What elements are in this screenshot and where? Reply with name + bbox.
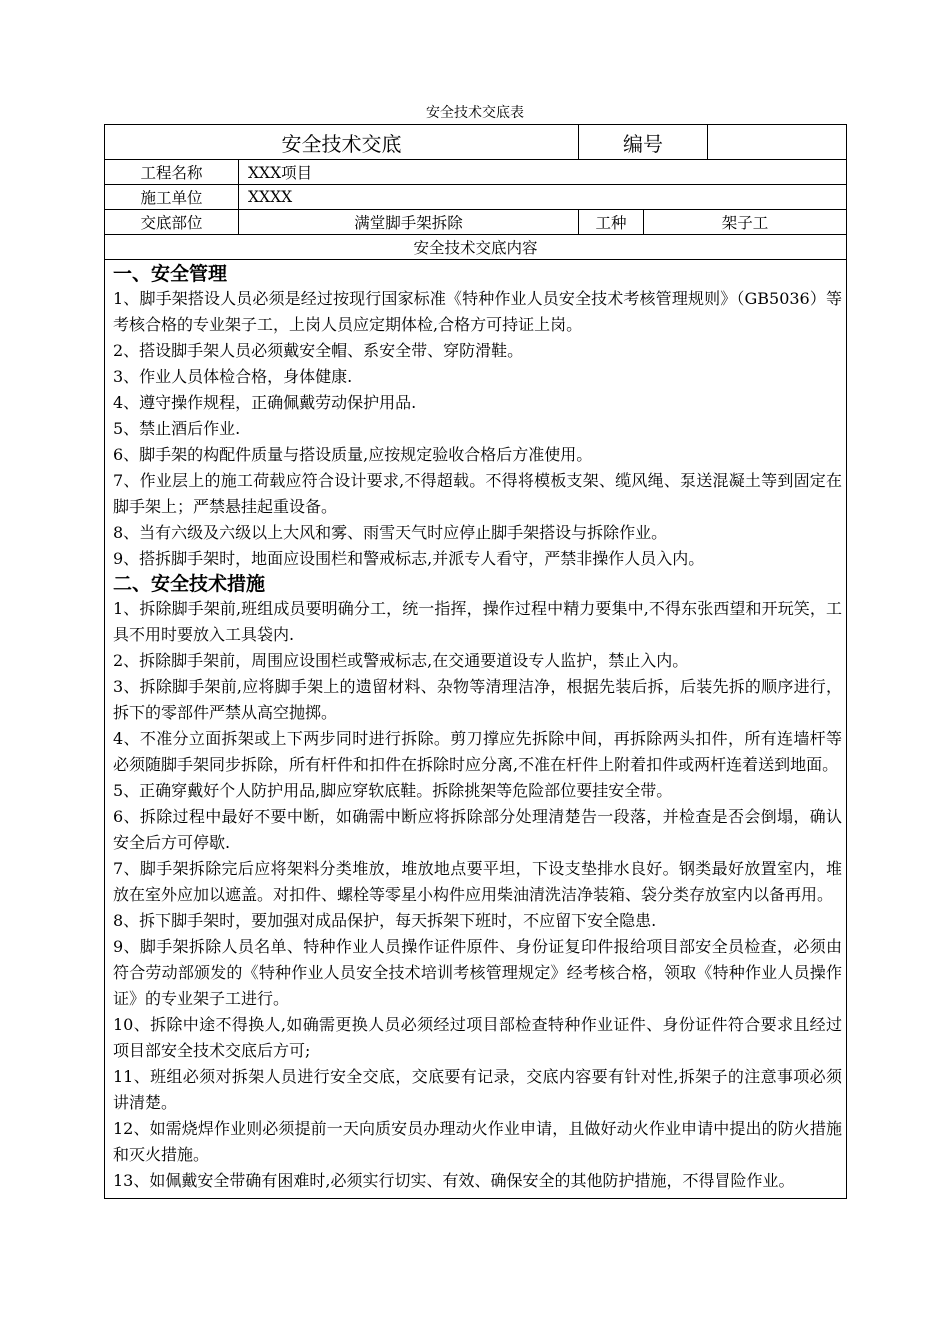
list-item: 13、如佩戴安全带确有困难时,必须实行切实、有效、确保安全的其他防护措施，不得冒险作业。 [113, 1171, 795, 1190]
list-item: 6、拆除过程中最好不要中断，如确需中断应将拆除部分处理清楚告一段落，并检查是否会倒塌，确认安全后方可停歇. [113, 807, 843, 852]
list-item: 7、作业层上的施工荷载应符合设计要求,不得超载。不得将模板支架、缆风绳、泵送混凝土等到固定在脚手架上；严禁悬挂起重设备。 [113, 471, 843, 516]
briefing-content [105, 260, 847, 1199]
list-item: 7、脚手架拆除完后应将架料分类堆放，堆放地点要平坦，下设支垫排水良好。钢类最好放置室内，堆放在室外应加以遮盖。对扣件、螺栓等零星小构件应用柴油清洗洁净装箱、袋分类存放室内以备再用。 [113, 859, 843, 904]
number-value [708, 125, 847, 160]
content-header-row [105, 235, 847, 260]
list-item: 5、正确穿戴好个人防护用品,脚应穿软底鞋。拆除挑架等危险部位要挂安全带。 [113, 781, 673, 800]
list-item: 4、不准分立面拆架或上下两步同时进行拆除。剪刀撑应先拆除中间，再拆除两头扣件，所有连墙杆等必须随脚手架同步拆除，所有杆件和扣件在拆除时应分离,不准在杆件上附着扣件或两杆连着送到地面。 [113, 729, 843, 774]
list-item: 1、脚手架搭设人员必须是经过按现行国家标准《特种作业人员安全技术考核管理规则》（GB5036）等考核合格的专业架子工，上岗人员应定期体检,合格方可持证上岗。 [113, 289, 843, 334]
section-heading: 二、安全技术措施 [113, 573, 266, 595]
title-row [105, 125, 847, 160]
list-item: 1、拆除脚手架前,班组成员要明确分工，统一指挥，操作过程中精力要集中,不得东张西望和开玩笑，工具不用时要放入工具袋内. [113, 599, 843, 644]
construction-unit-value: XXXX [239, 185, 847, 210]
document-title: 安全技术交底表 [426, 105, 524, 121]
list-item: 3、作业人员体检合格，身体健康. [113, 367, 353, 386]
number-label: 编号 [579, 125, 708, 160]
form-title: 安全技术交底 [105, 125, 579, 160]
list-item: 6、脚手架的构配件质量与搭设质量,应按规定验收合格后方准使用。 [113, 445, 593, 464]
list-item: 9、搭拆脚手架时，地面应设围栏和警戒标志,并派专人看守，严禁非操作人员入内。 [113, 549, 705, 568]
trade-label: 工种 [579, 210, 644, 235]
construction-unit-label: 施工单位 [105, 185, 239, 210]
project-name-row [105, 160, 847, 185]
list-item: 2、搭设脚手架人员必须戴安全帽、系安全带、穿防滑鞋。 [113, 341, 524, 360]
list-item: 12、如需烧焊作业则必须提前一天向质安员办理动火作业申请，且做好动火作业申请中提出的防火措施和灭火措施。 [113, 1119, 843, 1164]
content-header: 安全技术交底内容 [105, 235, 847, 260]
project-name-value: XXX项目 [239, 160, 847, 185]
list-item: 11、班组必须对拆架人员进行安全交底，交底要有记录，交底内容要有针对性,拆架子的注意事项必须讲清楚。 [113, 1067, 843, 1112]
location-value: 满堂脚手架拆除 [239, 210, 579, 235]
trade-value: 架子工 [644, 210, 847, 235]
list-item: 3、拆除脚手架前,应将脚手架上的遗留材料、杂物等清理洁净，根据先装后拆，后装先拆的顺序进行，拆下的零部件严禁从高空抛掷。 [113, 677, 843, 722]
content-row [105, 260, 847, 1199]
project-name-label: 工程名称 [105, 160, 239, 185]
section-heading: 一、安全管理 [113, 263, 228, 285]
list-item: 4、遵守操作规程，正确佩戴劳动保护用品. [113, 393, 417, 412]
location-label: 交底部位 [105, 210, 239, 235]
construction-unit-row [105, 185, 847, 210]
list-item: 2、拆除脚手架前，周围应设围栏或警戒标志,在交通要道设专人监护，禁止入内。 [113, 651, 689, 670]
list-item: 9、脚手架拆除人员名单、特种作业人员操作证件原件、身份证复印件报给项目部安全员检查，必须由符合劳动部颁发的《特种作业人员安全技术培训考核管理规定》经考核合格，领取《特种作业人员操作证》的专业架子工进行。 [113, 937, 843, 1008]
list-item: 8、当有六级及六级以上大风和雾、雨雪天气时应停止脚手架搭设与拆除作业。 [113, 523, 668, 542]
list-item: 5、禁止酒后作业. [113, 419, 241, 438]
list-item: 10、拆除中途不得换人,如确需更换人员必须经过项目部检查特种作业证件、身份证件符合要求且经过项目部安全技术交底后方可; [113, 1015, 843, 1060]
location-row [105, 210, 847, 235]
list-item: 8、拆下脚手架时，要加强对成品保护，每天拆架下班时，不应留下安全隐患. [113, 911, 657, 930]
safety-briefing-table [104, 124, 847, 1199]
